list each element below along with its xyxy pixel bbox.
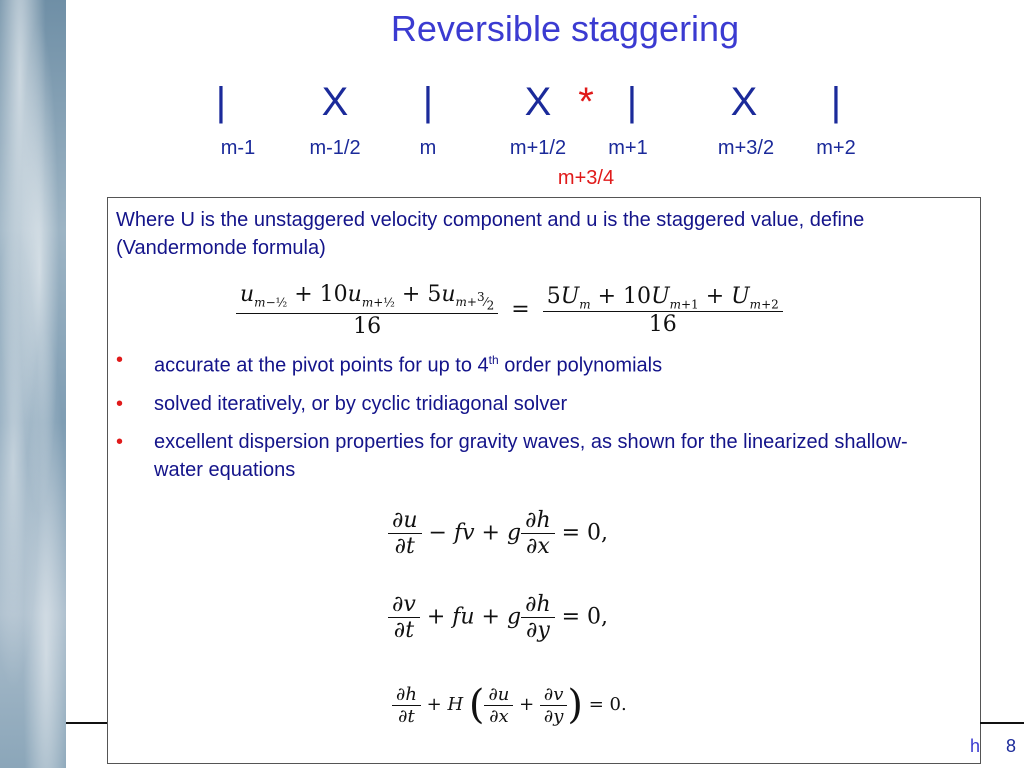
grid-label: m+1/2 xyxy=(509,137,567,159)
grid-x-1: X xyxy=(321,80,349,124)
equation-continuity: $\frac{\partial h}{\partial t}$ + H ( $\frac{\partial u}{\partial x}$ + $\frac{\partial v}{\partial y}$ ) = 0. xyxy=(392,682,627,728)
grid-bar-2: | xyxy=(422,80,434,124)
grid-x-3: X xyxy=(730,80,758,124)
bullet-sup: th xyxy=(488,353,499,367)
footer-rule-right xyxy=(980,722,1024,724)
page-number: 8 xyxy=(1005,736,1016,756)
footer-fragment: h xyxy=(970,736,981,756)
grid-bar-4: | xyxy=(830,80,842,124)
grid-x-2: X xyxy=(524,80,552,124)
intro-text: Where U is the unstaggered velocity component and u is the staggered value, define (Vandermonde formula) xyxy=(116,209,865,259)
grid-label: m+1 xyxy=(608,137,648,159)
bullet-marker: • xyxy=(116,349,124,371)
slide-title: Reversible staggering xyxy=(390,8,740,49)
vandermonde-formula: $\frac{u_{m-\frac{1}{2}} + 10u_{m+\frac{1}{2}} + 5u_{m+^3⁄_2}}{16}$ = $\frac{5U_m + 10U_{m+1} + U_{m+2}}{16}$ xyxy=(236,282,783,339)
grid-label: m+3/2 xyxy=(717,137,775,159)
footer-rule-left xyxy=(66,722,107,724)
grid-bar-1: | xyxy=(215,80,227,124)
grid-star: * xyxy=(578,80,594,124)
bullet-marker: • xyxy=(116,430,124,453)
sky-background-strip xyxy=(0,0,66,768)
grid-label-star: m+3/4 xyxy=(557,167,615,189)
bullet-marker: • xyxy=(116,392,124,415)
bullet-text-after: order polynomials xyxy=(498,354,663,377)
bullet-list xyxy=(116,346,956,494)
grid-label: m+2 xyxy=(816,137,856,159)
bullet-item xyxy=(116,428,956,484)
grid-label: m-1 xyxy=(220,137,256,159)
grid-bar-3: | xyxy=(626,80,638,124)
grid-label: m xyxy=(419,137,437,159)
bullet-text: excellent dispersion properties for gravity waves, as shown for the linearized shallow-water equations xyxy=(154,430,908,481)
bullet-item xyxy=(116,390,956,418)
bullet-text: accurate at the pivot points for up to 4 xyxy=(154,354,489,377)
equation-u-momentum: $\frac{\partial u}{\partial t}$ − fv + g $\frac{\partial h}{\partial x}$ = 0, xyxy=(388,508,608,559)
bullet-item xyxy=(116,346,956,380)
equation-v-momentum: $\frac{\partial v}{\partial t}$ + fu + g $\frac{\partial h}{\partial y}$ = 0, xyxy=(388,592,608,643)
grid-label: m-1/2 xyxy=(309,137,361,159)
bullet-text: solved iteratively, or by cyclic tridiagonal solver xyxy=(154,392,568,415)
